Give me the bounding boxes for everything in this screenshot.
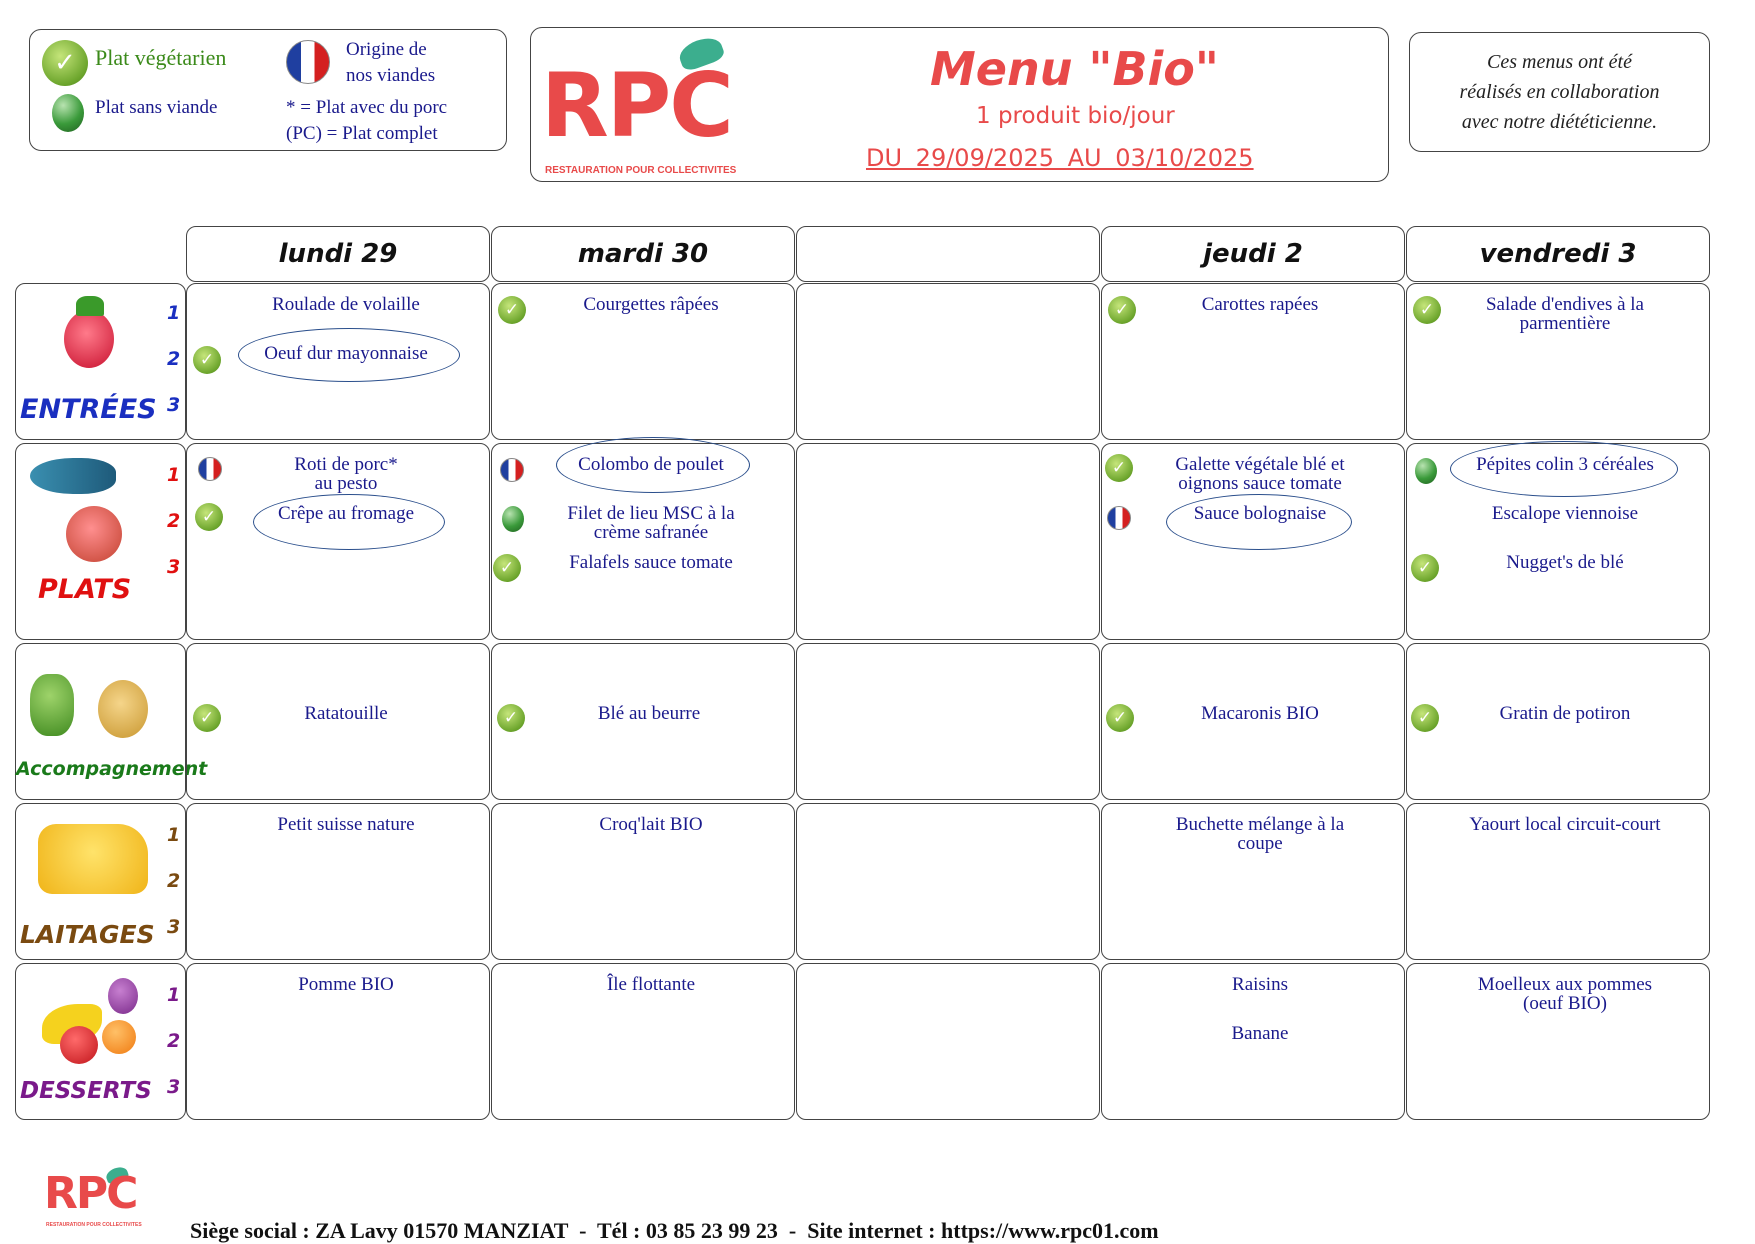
row-number: 2: [167, 510, 181, 532]
dish: Escalope viennoise: [1491, 503, 1639, 524]
dish: Salade d'endives à la: [1485, 294, 1644, 315]
row-label-accompagnement: [15, 643, 208, 800]
rpc-tagline: RESTAURATION POUR COLLECTIVITES: [545, 165, 737, 176]
row-name-desserts: DESSERTS: [20, 1078, 152, 1104]
vegetarian-leaf-icon: ✓: [1411, 704, 1439, 732]
vegetarian-leaf-icon: ✓: [498, 296, 526, 324]
menu-subtitle: 1 produit bio/jour: [976, 103, 1175, 129]
day-header-vendredi: vendredi 3: [1406, 226, 1710, 282]
dish: Courgettes râpées: [583, 294, 719, 315]
dish: Yaourt local circuit-court: [1469, 814, 1661, 835]
dish: Gratin de potiron: [1499, 703, 1631, 724]
dish: Macaronis BIO: [1201, 703, 1319, 724]
note-line2: réalisés en collaboration: [1459, 81, 1660, 103]
dish: Oeuf dur mayonnaise: [264, 343, 428, 364]
footer-rpc-tagline: RESTAURATION POUR COLLECTIVITES: [46, 1222, 142, 1228]
grapes-icon: [108, 978, 138, 1014]
dish: Petit suisse nature: [277, 814, 415, 835]
menu-dates: DU 29/09/2025 AU 03/10/2025: [866, 144, 1254, 172]
dish: Sauce bolognaise: [1193, 503, 1327, 524]
footer-contact: Siège social : ZA Lavy 01570 MANZIAT - Tél : 03 85 23 99 23 - Site internet : https://www.rpc01.com: [190, 1218, 1159, 1243]
dish: Roulade de volaille: [272, 294, 420, 315]
vegetarian-leaf-icon: ✓: [193, 704, 221, 732]
row-number: 2: [167, 1030, 181, 1052]
legend-no-meat: Plat sans viande: [95, 97, 218, 118]
row-number: 1: [167, 824, 181, 846]
note-line3: avec notre diététicienne.: [1461, 111, 1658, 133]
cell-accompagnement-mercredi: [796, 643, 1100, 800]
no-meat-drop-icon: [1415, 458, 1437, 484]
french-flag-icon: [1107, 506, 1131, 530]
dish: Pomme BIO: [298, 974, 394, 995]
dish: Crêpe au fromage: [277, 503, 415, 524]
row-number: 1: [167, 464, 181, 486]
vegetarian-leaf-icon: ✓: [42, 40, 88, 86]
french-flag-icon: [198, 457, 222, 481]
cell-desserts-mercredi: [796, 963, 1100, 1120]
rpc-logo: RPC: [541, 54, 732, 157]
vegetarian-leaf-icon: ✓: [497, 704, 525, 732]
row-label-desserts: [15, 963, 186, 1120]
row-number: 2: [167, 348, 181, 370]
cheese-mascot-icon: [38, 824, 148, 894]
dish: Buchette mélange à la: [1175, 814, 1345, 835]
row-number: 1: [167, 302, 181, 324]
vegetarian-leaf-icon: ✓: [1413, 296, 1441, 324]
day-header-jeudi: jeudi 2: [1101, 226, 1405, 282]
dish: Blé au beurre: [597, 703, 701, 724]
row-number: 3: [167, 1076, 181, 1098]
french-flag-icon: [286, 40, 330, 84]
dish: au pesto: [314, 473, 378, 494]
dish: Pépites colin 3 céréales: [1476, 454, 1654, 475]
dish: parmentière: [1519, 313, 1611, 334]
radish-leaves-icon: [76, 296, 104, 316]
dish: oignons sauce tomate: [1178, 473, 1342, 494]
dish: Roti de porc*: [294, 454, 398, 475]
row-label-entrees: [15, 283, 186, 440]
vegetarian-leaf-icon: ✓: [1106, 704, 1134, 732]
dish: Moelleux aux pommes: [1477, 974, 1653, 995]
meat-mascot-icon: [66, 506, 122, 562]
no-meat-drop-icon: [52, 94, 84, 132]
dish: Banane: [1231, 1023, 1289, 1044]
legend-complete: (PC) = Plat complet: [286, 123, 438, 144]
legend-pork: * = Plat avec du porc: [286, 97, 448, 118]
legend-box: [29, 29, 507, 151]
row-name-accompagnement: Accompagnement: [16, 758, 208, 780]
dish: coupe: [1237, 833, 1283, 854]
row-label-plats: [15, 443, 186, 640]
dish: Carottes rapées: [1201, 294, 1319, 315]
vegetarian-leaf-icon: ✓: [195, 503, 223, 531]
cell-laitages-mercredi: [796, 803, 1100, 960]
dish: Galette végétale blé et: [1175, 454, 1345, 475]
legend-origin-line1: Origine de: [346, 39, 427, 60]
vegetarian-leaf-icon: ✓: [1108, 296, 1136, 324]
note-line1: Ces menus ont été: [1487, 51, 1632, 73]
row-number: 1: [167, 984, 181, 1006]
dish: (oeuf BIO): [1523, 993, 1607, 1014]
no-meat-drop-icon: [502, 506, 524, 532]
row-number: 3: [167, 916, 181, 938]
day-header-lundi: lundi 29: [186, 226, 490, 282]
orange-icon: [102, 1020, 136, 1054]
row-number: 2: [167, 870, 181, 892]
menu-title: Menu "Bio": [930, 42, 1219, 96]
dietitian-note: [1409, 32, 1710, 152]
dish: Ratatouille: [304, 703, 388, 724]
dish: Croq'lait BIO: [599, 814, 703, 835]
row-name-plats: PLATS: [38, 574, 132, 605]
day-header-mercredi: [796, 226, 1100, 282]
potato-mascot-icon: [98, 680, 148, 738]
cell-plats-mercredi: [796, 443, 1100, 640]
dish: crème safranée: [593, 522, 709, 543]
row-number: 3: [167, 394, 181, 416]
vegetarian-leaf-icon: ✓: [493, 554, 521, 582]
broccoli-mascot-icon: [30, 674, 74, 736]
vegetarian-leaf-icon: ✓: [1105, 454, 1133, 482]
row-number: 3: [167, 556, 181, 578]
row-label-laitages: [15, 803, 186, 960]
dish: Raisins: [1232, 974, 1288, 995]
dish: Filet de lieu MSC à la: [567, 503, 735, 524]
fish-mascot-icon: [30, 458, 116, 494]
row-name-entrees: ENTRÉES: [20, 394, 157, 425]
dish: Nugget's de blé: [1506, 552, 1624, 573]
row-name-laitages: LAITAGES: [20, 920, 155, 949]
radish-mascot-icon: [64, 310, 114, 368]
french-flag-icon: [500, 458, 524, 482]
vegetarian-leaf-icon: ✓: [193, 346, 221, 374]
vegetarian-leaf-icon: ✓: [1411, 554, 1439, 582]
cell-entrees-mercredi: [796, 283, 1100, 440]
dish: Île flottante: [606, 974, 696, 995]
dish: Colombo de poulet: [578, 454, 724, 475]
dish: Falafels sauce tomate: [569, 552, 733, 573]
legend-vegetarian: Plat végétarien: [95, 45, 227, 70]
apple-icon: [60, 1026, 98, 1064]
day-header-mardi: mardi 30: [491, 226, 795, 282]
legend-origin-line2: nos viandes: [346, 65, 436, 86]
footer-rpc-logo: RPC: [44, 1168, 137, 1219]
